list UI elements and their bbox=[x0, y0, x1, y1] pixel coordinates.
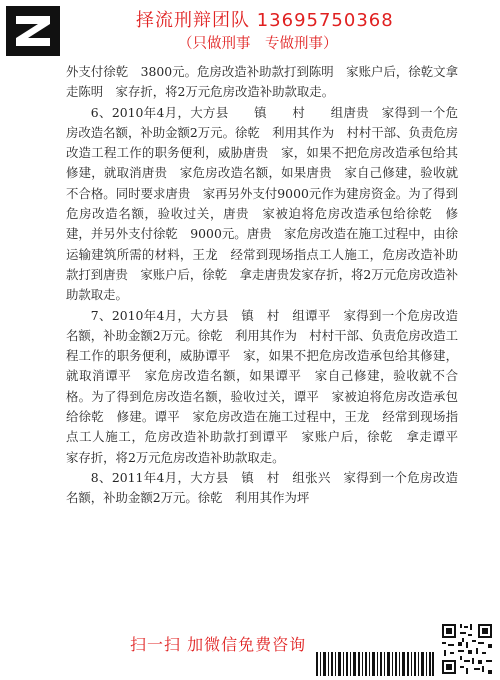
paragraph: 外支付徐乾 3800元。危房改造补助款打到陈明 家账户后，徐乾文拿走陈明 家存折，将2万元危房改造补助款取走。 bbox=[66, 64, 458, 100]
header-subtitle: （只做刑事 专做刑事） bbox=[178, 36, 338, 52]
barcode-icon bbox=[316, 652, 434, 676]
paragraph: 8、2011年4月，大方县 镇 村 组张兴 家得到一个危房改造名额，补助金额2万元。徐乾 利用其作为坪 bbox=[66, 469, 458, 506]
footer-bar bbox=[0, 622, 500, 676]
paragraph: 7、2010年4月，大方县 镇 村 组谭平 家得到一个危房改造名额，补助金额2万元。徐乾 利用其作为 村村干部、负责危房改造工程工作的职务便利，威胁谭平 家，如果不把危房改造承包给其修建，就取消谭平 家危房改造名额，如果谭平 家自己修建，验收就不合格。为了得到危房改造名额，验收过关，谭平 家被迫将危房改造承包给徐乾 修建。谭平 家危房改造在施工过程中，王龙 经常到现场指点工人施工，危房改造补助款打到谭平 家账户后，徐乾 拿走谭平 家存折，将2万元危房改造补助款取走。 bbox=[66, 307, 471, 465]
qr-code-icon[interactable] bbox=[440, 622, 494, 676]
document-body bbox=[66, 62, 471, 509]
paragraph: 6、2010年4月，大方县 镇 村 组唐贵 家得到一个危房改造名额，补助金额2万元。徐乾 利用其作为 村村干部、负责危房改造工程工作的职务便利，威胁唐贵 家，如果不把危房改造承包给其修建，就取消唐贵 家危房改造名额，如果唐贵 家自己修建，验收就不合格。同时要求唐贵 家再另外支付9000元作为建房资金。为了得到危房改造名额，验收过关，唐贵 家被迫将危房改造承包给徐乾 修建，并另外支付徐乾 9000元。唐贵 家危房改造在施工过程中，由徐 运输建筑所需的材料，王龙 经常到现场指点工人施工，危房改造补助款打到唐贵 家账户后，徐乾 拿走唐贵发家存折，将2万元危房改造补助款取走。 bbox=[66, 104, 471, 303]
footer-cta: 扫一扫 加微信免费咨询 bbox=[130, 635, 307, 654]
firm-logo-icon bbox=[6, 6, 60, 56]
header-title: 择流刑辩团队 13695750368 bbox=[136, 10, 394, 31]
